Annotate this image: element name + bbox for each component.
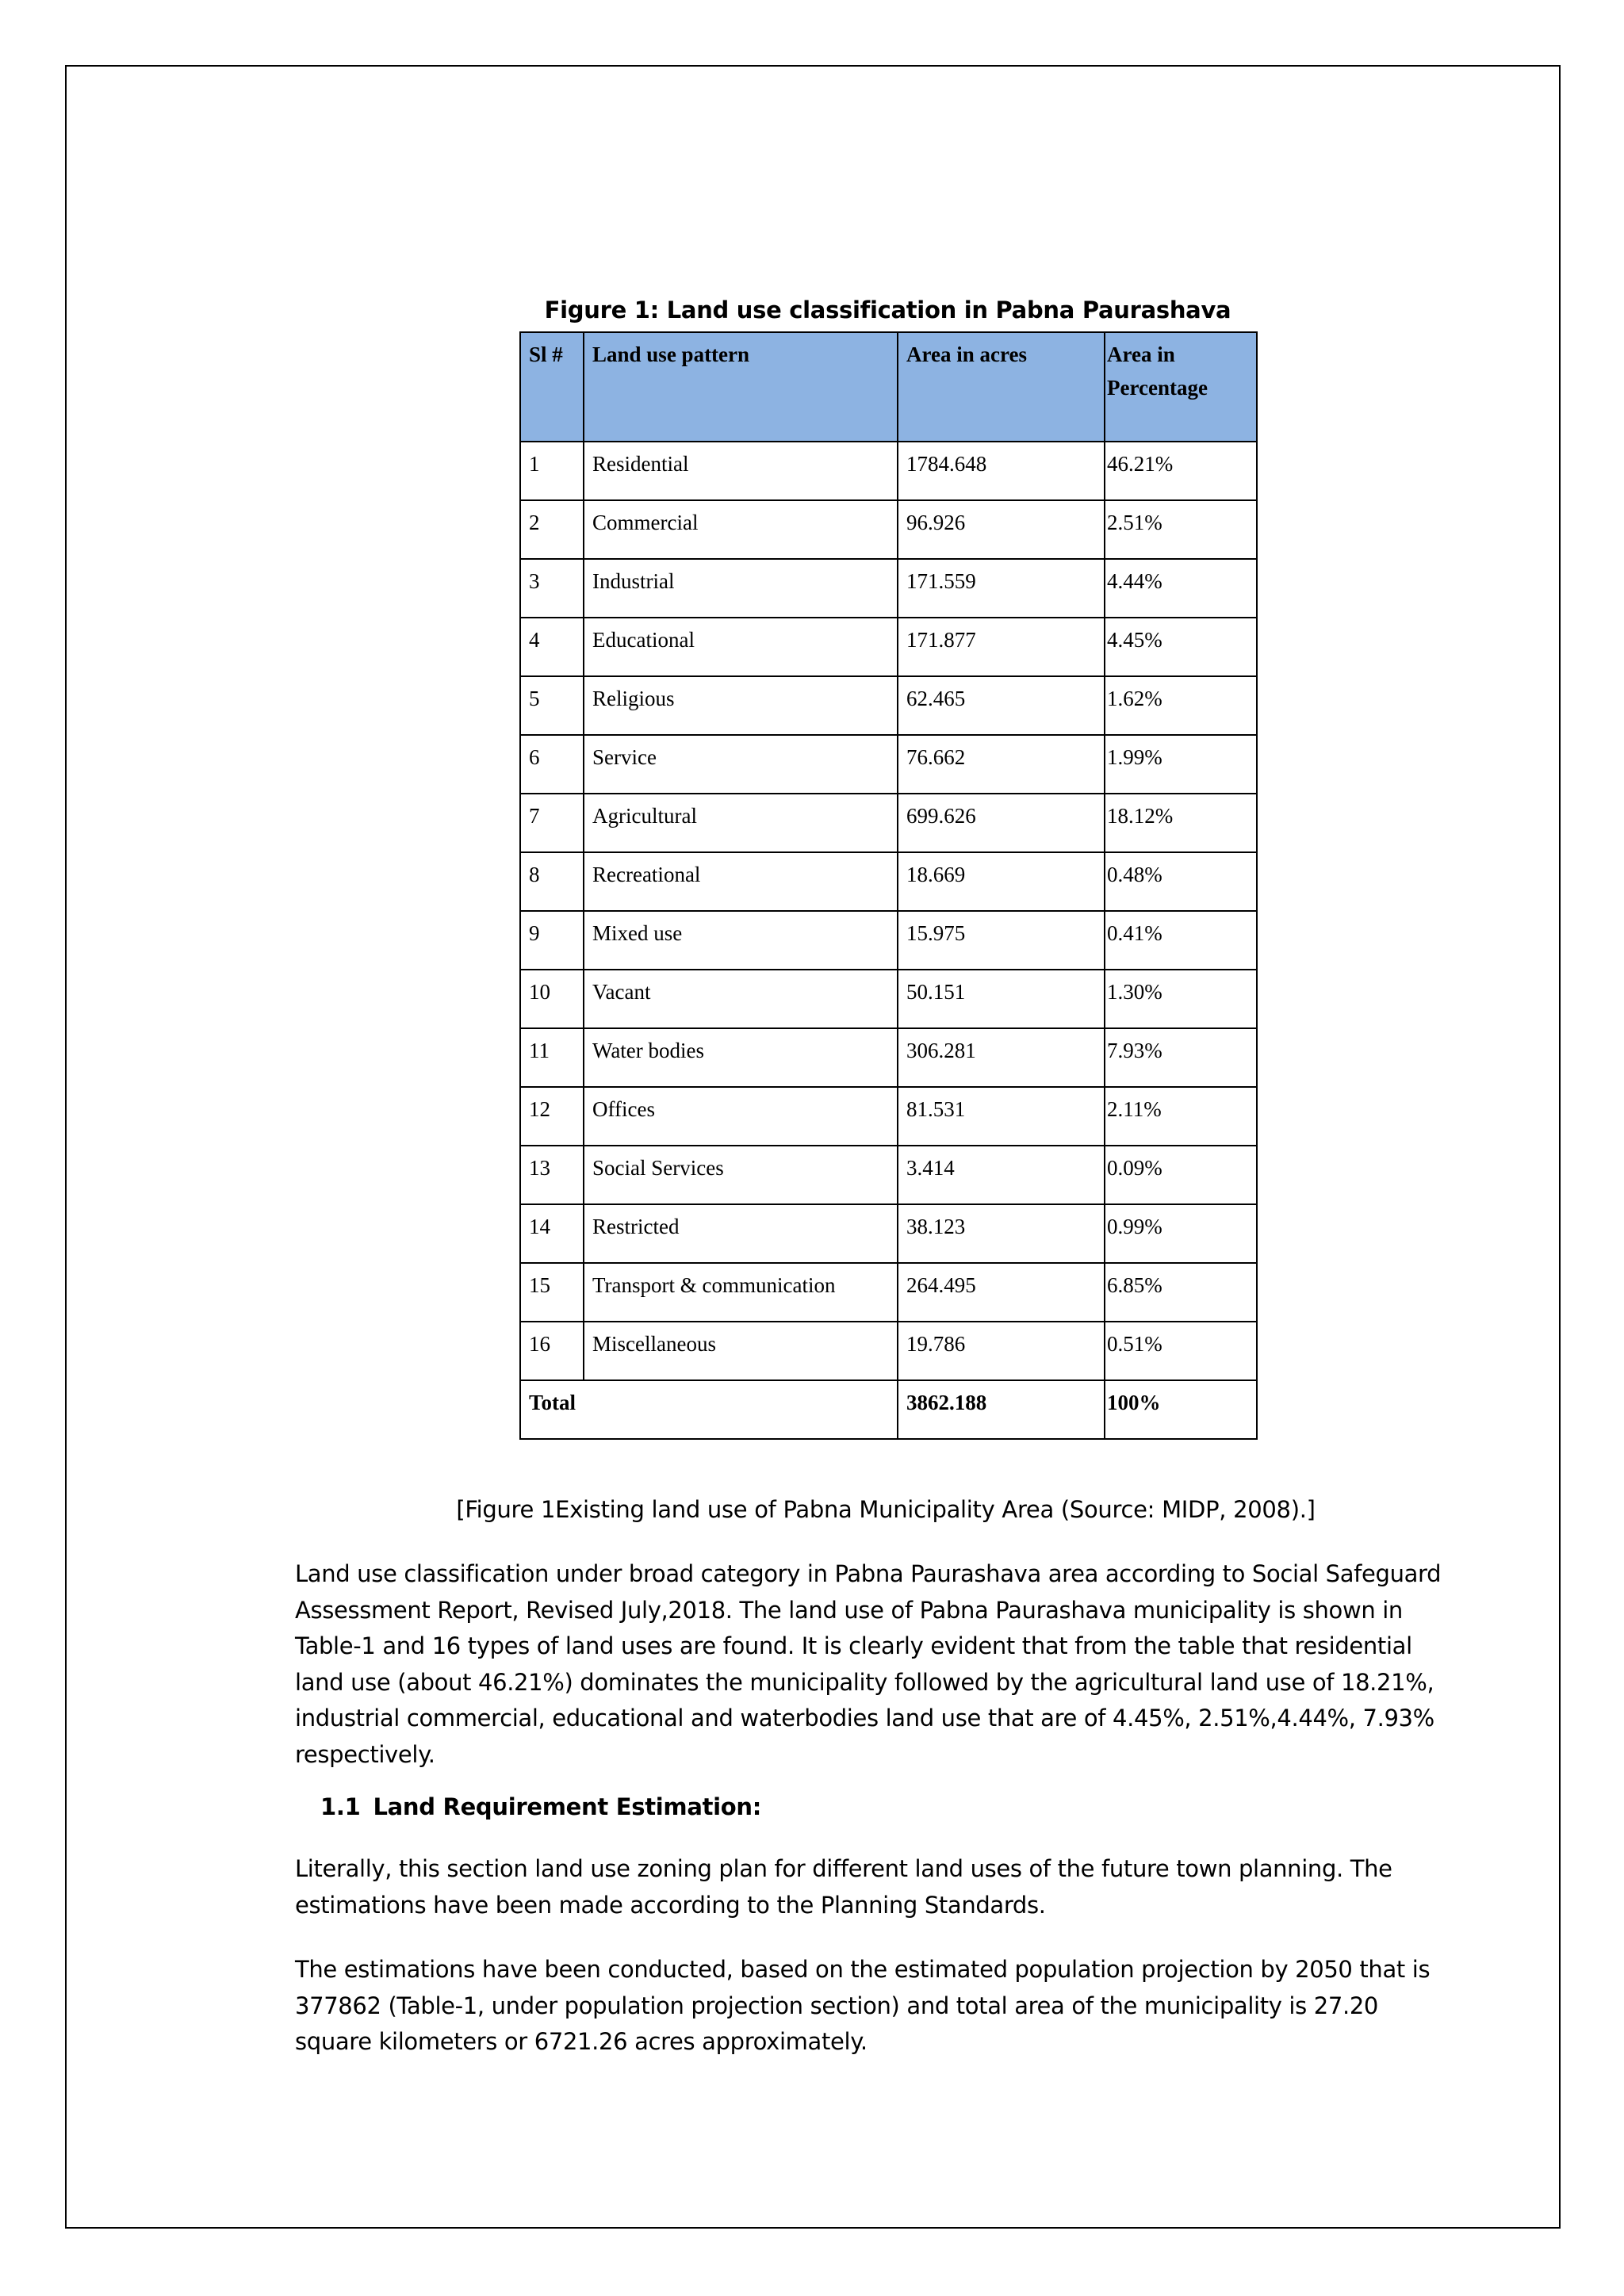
row-pattern-cell: Service: [584, 735, 898, 794]
row-acres-cell: 96.926: [898, 500, 1105, 559]
row-percent-cell: 1.30%: [1105, 970, 1257, 1028]
row-sl-cell: 6: [520, 735, 584, 794]
table-row: [520, 852, 1257, 911]
row-pattern-cell: Commercial: [584, 500, 898, 559]
section-heading: [320, 1793, 761, 1820]
row-pattern-cell: Water bodies: [584, 1028, 898, 1087]
total-percent: 100%: [1105, 1380, 1257, 1439]
row-pattern-cell: Transport & communication: [584, 1263, 898, 1322]
row-pattern-cell: Religious: [584, 676, 898, 735]
row-pattern-cell: Residential: [584, 442, 898, 500]
land-use-table: [519, 331, 1258, 1440]
row-sl-cell: 13: [520, 1146, 584, 1204]
table-row: [520, 735, 1257, 794]
table-row: [520, 1204, 1257, 1263]
body-paragraph-2: [295, 1851, 1429, 1923]
row-sl-cell: 12: [520, 1087, 584, 1146]
column-header-sl: Sl #: [520, 332, 584, 442]
table-row: [520, 794, 1257, 852]
table-row: [520, 1028, 1257, 1087]
table-row: [520, 1263, 1257, 1322]
row-acres-cell: 306.281: [898, 1028, 1105, 1087]
row-percent-cell: 6.85%: [1105, 1263, 1257, 1322]
row-pattern-cell: Vacant: [584, 970, 898, 1028]
figure-caption: Figure 1: Land use classification in Pabna Paurashava: [544, 297, 1231, 323]
row-sl-cell: 16: [520, 1322, 584, 1380]
paragraph-line: industrial commercial, educational and waterbodies land use that are of 4.45%, 2.51%,4.44%, 7.93%: [295, 1705, 1434, 1732]
row-sl-cell: 4: [520, 618, 584, 676]
row-sl-cell: 5: [520, 676, 584, 735]
row-pattern-cell: Miscellaneous: [584, 1322, 898, 1380]
paragraph-line: Land use classification under broad category in Pabna Paurashava area according to Social Safeguard: [295, 1560, 1442, 1587]
row-sl-cell: 10: [520, 970, 584, 1028]
section-number: 1.1: [320, 1793, 361, 1820]
row-percent-cell: 2.11%: [1105, 1087, 1257, 1146]
table-row: [520, 1087, 1257, 1146]
body-paragraph-1: [295, 1556, 1442, 1773]
row-pattern-cell: Mixed use: [584, 911, 898, 970]
row-percent-cell: 0.09%: [1105, 1146, 1257, 1204]
row-sl-cell: 11: [520, 1028, 584, 1087]
row-sl-cell: 2: [520, 500, 584, 559]
row-pattern-cell: Educational: [584, 618, 898, 676]
row-percent-cell: 2.51%: [1105, 500, 1257, 559]
paragraph-line: estimations have been made according to the Planning Standards.: [295, 1891, 1046, 1919]
row-percent-cell: 7.93%: [1105, 1028, 1257, 1087]
table-row: [520, 1322, 1257, 1380]
paragraph-line: Assessment Report, Revised July,2018. The land use of Pabna Paurashava municipality is shown in: [295, 1596, 1403, 1624]
row-sl-cell: 8: [520, 852, 584, 911]
paragraph-line: Literally, this section land use zoning plan for different land uses of the future town planning. The: [295, 1855, 1392, 1882]
row-acres-cell: 50.151: [898, 970, 1105, 1028]
row-acres-cell: 81.531: [898, 1087, 1105, 1146]
row-pattern-cell: Offices: [584, 1087, 898, 1146]
table-row: [520, 500, 1257, 559]
row-percent-cell: 18.12%: [1105, 794, 1257, 852]
section-title: Land Requirement Estimation:: [373, 1793, 762, 1820]
paragraph-line: The estimations have been conducted, based on the estimated population projection by 2050 that is: [295, 1956, 1431, 1983]
paragraph-line: Table-1 and 16 types of land uses are found. It is clearly evident that from the table that residential: [295, 1632, 1412, 1659]
row-pattern-cell: Social Services: [584, 1146, 898, 1204]
row-acres-cell: 264.495: [898, 1263, 1105, 1322]
total-label: Total: [520, 1380, 898, 1439]
row-acres-cell: 62.465: [898, 676, 1105, 735]
row-sl-cell: 15: [520, 1263, 584, 1322]
row-pattern-cell: Agricultural: [584, 794, 898, 852]
row-percent-cell: 0.99%: [1105, 1204, 1257, 1263]
table-row: [520, 911, 1257, 970]
row-acres-cell: 171.877: [898, 618, 1105, 676]
row-percent-cell: 4.45%: [1105, 618, 1257, 676]
row-acres-cell: 171.559: [898, 559, 1105, 618]
row-percent-cell: 46.21%: [1105, 442, 1257, 500]
body-paragraph-3: [295, 1952, 1429, 2061]
table-total-row: [520, 1380, 1257, 1439]
total-acres: 3862.188: [898, 1380, 1105, 1439]
row-sl-cell: 1: [520, 442, 584, 500]
paragraph-line: respectively.: [295, 1740, 435, 1768]
row-acres-cell: 19.786: [898, 1322, 1105, 1380]
row-acres-cell: 38.123: [898, 1204, 1105, 1263]
row-percent-cell: 4.44%: [1105, 559, 1257, 618]
row-acres-cell: 699.626: [898, 794, 1105, 852]
paragraph-line: land use (about 46.21%) dominates the municipality followed by the agricultural land use of 18.21%,: [295, 1668, 1434, 1696]
figure-note: [Figure 1Existing land use of Pabna Municipality Area (Source: MIDP, 2008).]: [456, 1496, 1316, 1523]
table-row: [520, 442, 1257, 500]
column-header-acres: Area in acres: [898, 332, 1105, 442]
row-percent-cell: 1.99%: [1105, 735, 1257, 794]
row-acres-cell: 76.662: [898, 735, 1105, 794]
row-percent-cell: 1.62%: [1105, 676, 1257, 735]
table-row: [520, 1146, 1257, 1204]
row-acres-cell: 18.669: [898, 852, 1105, 911]
row-sl-cell: 3: [520, 559, 584, 618]
row-percent-cell: 0.51%: [1105, 1322, 1257, 1380]
row-acres-cell: 15.975: [898, 911, 1105, 970]
row-sl-cell: 7: [520, 794, 584, 852]
column-header-pattern: Land use pattern: [584, 332, 898, 442]
row-sl-cell: 14: [520, 1204, 584, 1263]
row-percent-cell: 0.41%: [1105, 911, 1257, 970]
row-percent-cell: 0.48%: [1105, 852, 1257, 911]
table-header-row: [520, 332, 1257, 442]
row-pattern-cell: Restricted: [584, 1204, 898, 1263]
paragraph-line: square kilometers or 6721.26 acres approximately.: [295, 2028, 868, 2055]
table-row: [520, 618, 1257, 676]
row-acres-cell: 1784.648: [898, 442, 1105, 500]
row-pattern-cell: Recreational: [584, 852, 898, 911]
table-body: [520, 442, 1257, 1439]
row-pattern-cell: Industrial: [584, 559, 898, 618]
paragraph-line: 377862 (Table-1, under population projection section) and total area of the municipality is 27.20: [295, 1992, 1379, 2019]
table-row: [520, 970, 1257, 1028]
row-sl-cell: 9: [520, 911, 584, 970]
row-acres-cell: 3.414: [898, 1146, 1105, 1204]
table-row: [520, 559, 1257, 618]
column-header-percent: Area in Percentage: [1105, 332, 1257, 442]
table-row: [520, 676, 1257, 735]
